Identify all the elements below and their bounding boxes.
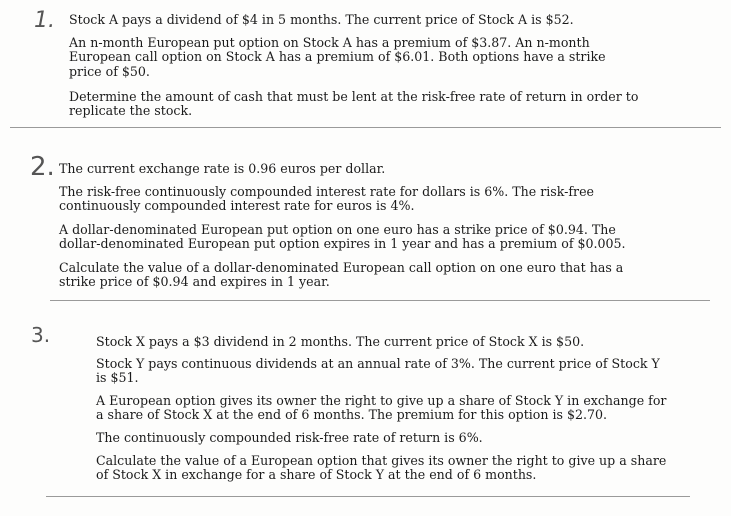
problem-3-paragraph-4: The continuously compounded risk-free rate of return is 6%. — [96, 430, 483, 446]
problem-2-paragraph-2: The risk-free continuously compounded interest rate for dollars is 6%. The risk-free continuously compounded interest rate for euros is 4%. — [59, 184, 594, 214]
divider-3 — [46, 496, 690, 497]
problem-1-number: 1. — [34, 8, 55, 33]
problem-3-paragraph-5: Calculate the value of a European option that gives its owner the right to give up a share of Stock X in exchange for a share of Stock Y at the end of 6 months. — [96, 453, 667, 483]
problem-1 — [69, 13, 641, 118]
problem-3 — [96, 335, 674, 483]
problem-3-paragraph-2: Stock Y pays continuous dividends at an annual rate of 3%. The current price of Stock Y is $51. — [96, 356, 660, 386]
problem-2-paragraph-1: The current exchange rate is 0.96 euros per dollar. — [59, 161, 386, 176]
problem-3-number: 3. — [31, 323, 51, 347]
problem-3-paragraph-3: A European option gives its owner the right to give up a share of Stock Y in exchange for a share of Stock X at the end of 6 months. The premium for this option is $2.70. — [96, 392, 667, 422]
problem-2-number: 2. — [30, 152, 55, 182]
problem-1-paragraph-3: Determine the amount of cash that must be lent at the risk-free rate of return in order to replicate the stock. — [69, 88, 639, 119]
problem-1-paragraph-1: Stock A pays a dividend of $4 in 5 months. The current price of Stock A is $52. — [69, 12, 574, 27]
divider-2 — [50, 300, 710, 301]
problem-2-paragraph-4: Calculate the value of a dollar-denominated European call option on one euro that has a strike price of $0.94 and expires in 1 year. — [59, 260, 624, 290]
problem-1-paragraph-2: An n-month European put option on Stock A has a premium of $3.87. An n-month European call option on Stock A has a premium of $6.01. Both options have a strike price of $50. — [69, 35, 606, 79]
problem-2 — [59, 162, 634, 289]
problem-3-paragraph-1: Stock X pays a $3 dividend in 2 months. The current price of Stock X is $50. — [96, 334, 585, 349]
problem-2-paragraph-3: A dollar-denominated European put option on one euro has a strike price of $0.94. The dollar-denominated European put option expires in 1 year and has a premium of $0.005. — [59, 221, 626, 251]
divider-1 — [10, 127, 721, 128]
